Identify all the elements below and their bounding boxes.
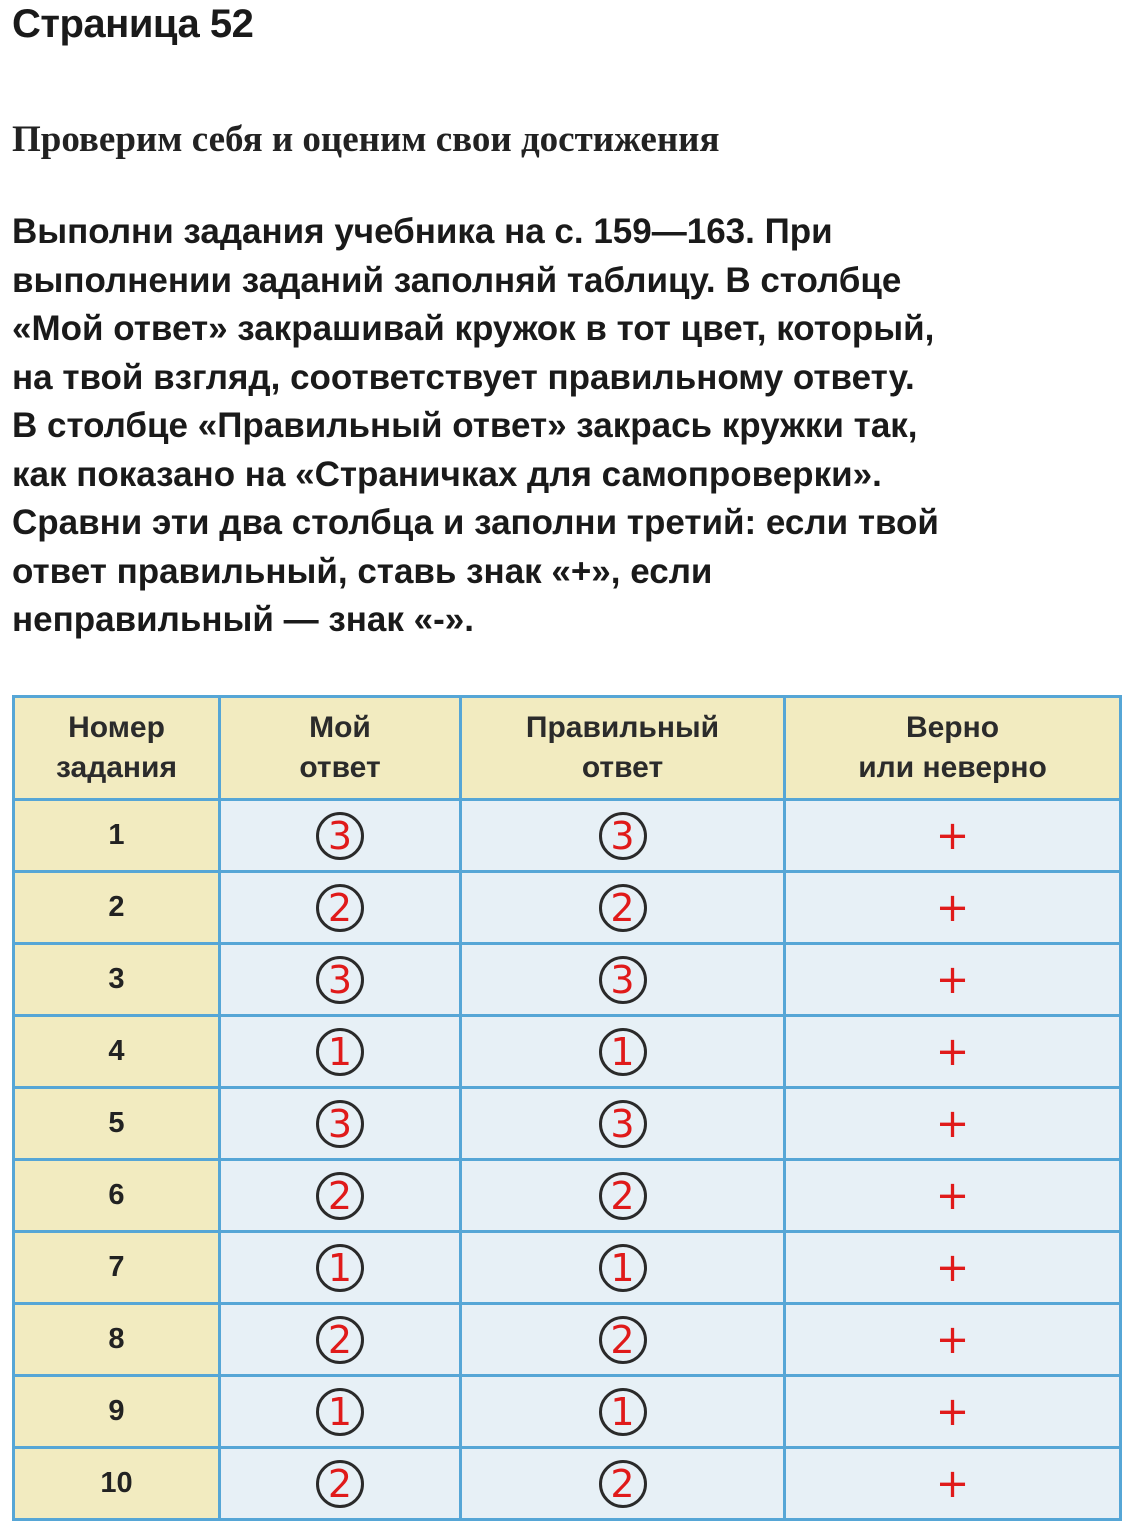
result-cell — [785, 1088, 1121, 1160]
table-row — [14, 872, 1121, 944]
result-cell — [785, 1448, 1121, 1520]
my-answer-cell — [220, 800, 461, 872]
header-line: задания — [56, 751, 177, 784]
instructions-line: как показано на «Страничках для самопроверки». — [12, 454, 882, 494]
my-answer-circle: 1 — [316, 1028, 364, 1076]
my-answer-cell — [220, 1376, 461, 1448]
result-mark: + — [935, 1244, 970, 1291]
my-answer-cell — [220, 1448, 461, 1520]
instructions-line: на твой взгляд, соответствует правильному ответу. — [12, 357, 915, 397]
header-right-or-wrong — [785, 697, 1121, 800]
result-cell — [785, 1304, 1121, 1376]
header-correct-answer — [461, 697, 785, 800]
correct-answer-cell — [461, 1016, 785, 1088]
instructions-line: неправильный — знак «-». — [12, 600, 474, 639]
table-body — [14, 800, 1121, 1520]
instructions-line: ответ правильный, ставь знак «+», если — [12, 551, 713, 591]
result-cell — [785, 1016, 1121, 1088]
result-cell — [785, 944, 1121, 1016]
result-mark: + — [935, 1028, 970, 1075]
result-mark: + — [935, 1100, 970, 1147]
result-cell — [785, 800, 1121, 872]
page-heading: Страница 52 — [12, 2, 254, 46]
my-answer-circle: 2 — [316, 1172, 364, 1220]
correct-answer-circle: 3 — [599, 1100, 647, 1148]
header-line: ответ — [581, 751, 664, 784]
my-answer-cell — [220, 1160, 461, 1232]
instructions-line: «Мой ответ» закрашивай кружок в тот цвет, который, — [12, 309, 935, 348]
correct-answer-circle: 2 — [599, 1460, 647, 1508]
answers-table-wrapper — [12, 695, 1119, 1527]
correct-answer-circle: 2 — [599, 1172, 647, 1220]
my-answer-cell — [220, 1088, 461, 1160]
my-answer-circle: 3 — [316, 812, 364, 860]
table-row — [14, 1304, 1121, 1376]
task-number-cell: 9 — [14, 1376, 220, 1448]
table-header-row — [14, 697, 1121, 800]
table-row — [14, 944, 1121, 1016]
my-answer-circle: 2 — [316, 884, 364, 932]
correct-answer-cell — [461, 1088, 785, 1160]
table-row — [14, 1448, 1121, 1520]
my-answer-cell — [220, 872, 461, 944]
result-cell — [785, 1160, 1121, 1232]
task-number-cell: 3 — [14, 944, 220, 1016]
table-row — [14, 1088, 1121, 1160]
my-answer-circle: 3 — [316, 956, 364, 1004]
result-mark: + — [935, 812, 970, 859]
result-mark: + — [935, 1460, 970, 1507]
task-number-cell: 6 — [14, 1160, 220, 1232]
correct-answer-cell — [461, 1232, 785, 1304]
task-number-cell: 7 — [14, 1232, 220, 1304]
correct-answer-circle: 3 — [599, 956, 647, 1004]
my-answer-cell — [220, 944, 461, 1016]
my-answer-cell — [220, 1232, 461, 1304]
header-line: Верно — [905, 711, 1000, 744]
instructions-line: Сравни эти два столбца и заполни третий: если твой — [12, 503, 939, 542]
correct-answer-cell — [461, 1376, 785, 1448]
header-line: Правильный — [525, 711, 720, 744]
task-number-cell: 1 — [14, 800, 220, 872]
my-answer-circle: 2 — [316, 1460, 364, 1508]
section-title: Проверим себя и оценим свои достижения — [12, 119, 720, 160]
answers-table — [12, 695, 1122, 1521]
instructions-line: Выполни задания учебника на с. 159—163. При — [12, 212, 833, 251]
my-answer-cell — [220, 1016, 461, 1088]
result-mark: + — [935, 884, 970, 931]
my-answer-circle: 2 — [316, 1316, 364, 1364]
instructions-text — [12, 208, 1117, 645]
table-row — [14, 1232, 1121, 1304]
correct-answer-circle: 3 — [599, 812, 647, 860]
my-answer-cell — [220, 1304, 461, 1376]
correct-answer-circle: 1 — [599, 1028, 647, 1076]
instructions-line: В столбце «Правильный ответ» закрась кружки так, — [12, 406, 918, 445]
table-row — [14, 1376, 1121, 1448]
result-mark: + — [935, 1316, 970, 1363]
table-row — [14, 1160, 1121, 1232]
correct-answer-cell — [461, 800, 785, 872]
correct-answer-cell — [461, 872, 785, 944]
header-task-number — [14, 697, 220, 800]
header-line: ответ — [299, 751, 381, 784]
result-mark: + — [935, 1388, 970, 1435]
correct-answer-cell — [461, 1160, 785, 1232]
task-number-cell: 2 — [14, 872, 220, 944]
result-cell — [785, 872, 1121, 944]
result-cell — [785, 1376, 1121, 1448]
task-number-cell: 8 — [14, 1304, 220, 1376]
header-line: Мой — [309, 711, 371, 744]
correct-answer-circle: 1 — [599, 1388, 647, 1436]
header-line: Номер — [68, 711, 165, 744]
table-row — [14, 800, 1121, 872]
correct-answer-cell — [461, 1448, 785, 1520]
result-mark: + — [935, 956, 970, 1003]
correct-answer-circle: 1 — [599, 1244, 647, 1292]
result-mark: + — [935, 1172, 970, 1219]
task-number-cell: 4 — [14, 1016, 220, 1088]
my-answer-circle: 1 — [316, 1388, 364, 1436]
table-row — [14, 1016, 1121, 1088]
instructions-line: выполнении заданий заполняй таблицу. В столбце — [12, 260, 902, 300]
correct-answer-circle: 2 — [599, 884, 647, 932]
header-line: или неверно — [858, 751, 1047, 784]
task-number-cell: 10 — [14, 1448, 220, 1520]
header-my-answer — [220, 697, 461, 800]
correct-answer-cell — [461, 944, 785, 1016]
result-cell — [785, 1232, 1121, 1304]
task-number-cell: 5 — [14, 1088, 220, 1160]
my-answer-circle: 3 — [316, 1100, 364, 1148]
correct-answer-circle: 2 — [599, 1316, 647, 1364]
correct-answer-cell — [461, 1304, 785, 1376]
my-answer-circle: 1 — [316, 1244, 364, 1292]
